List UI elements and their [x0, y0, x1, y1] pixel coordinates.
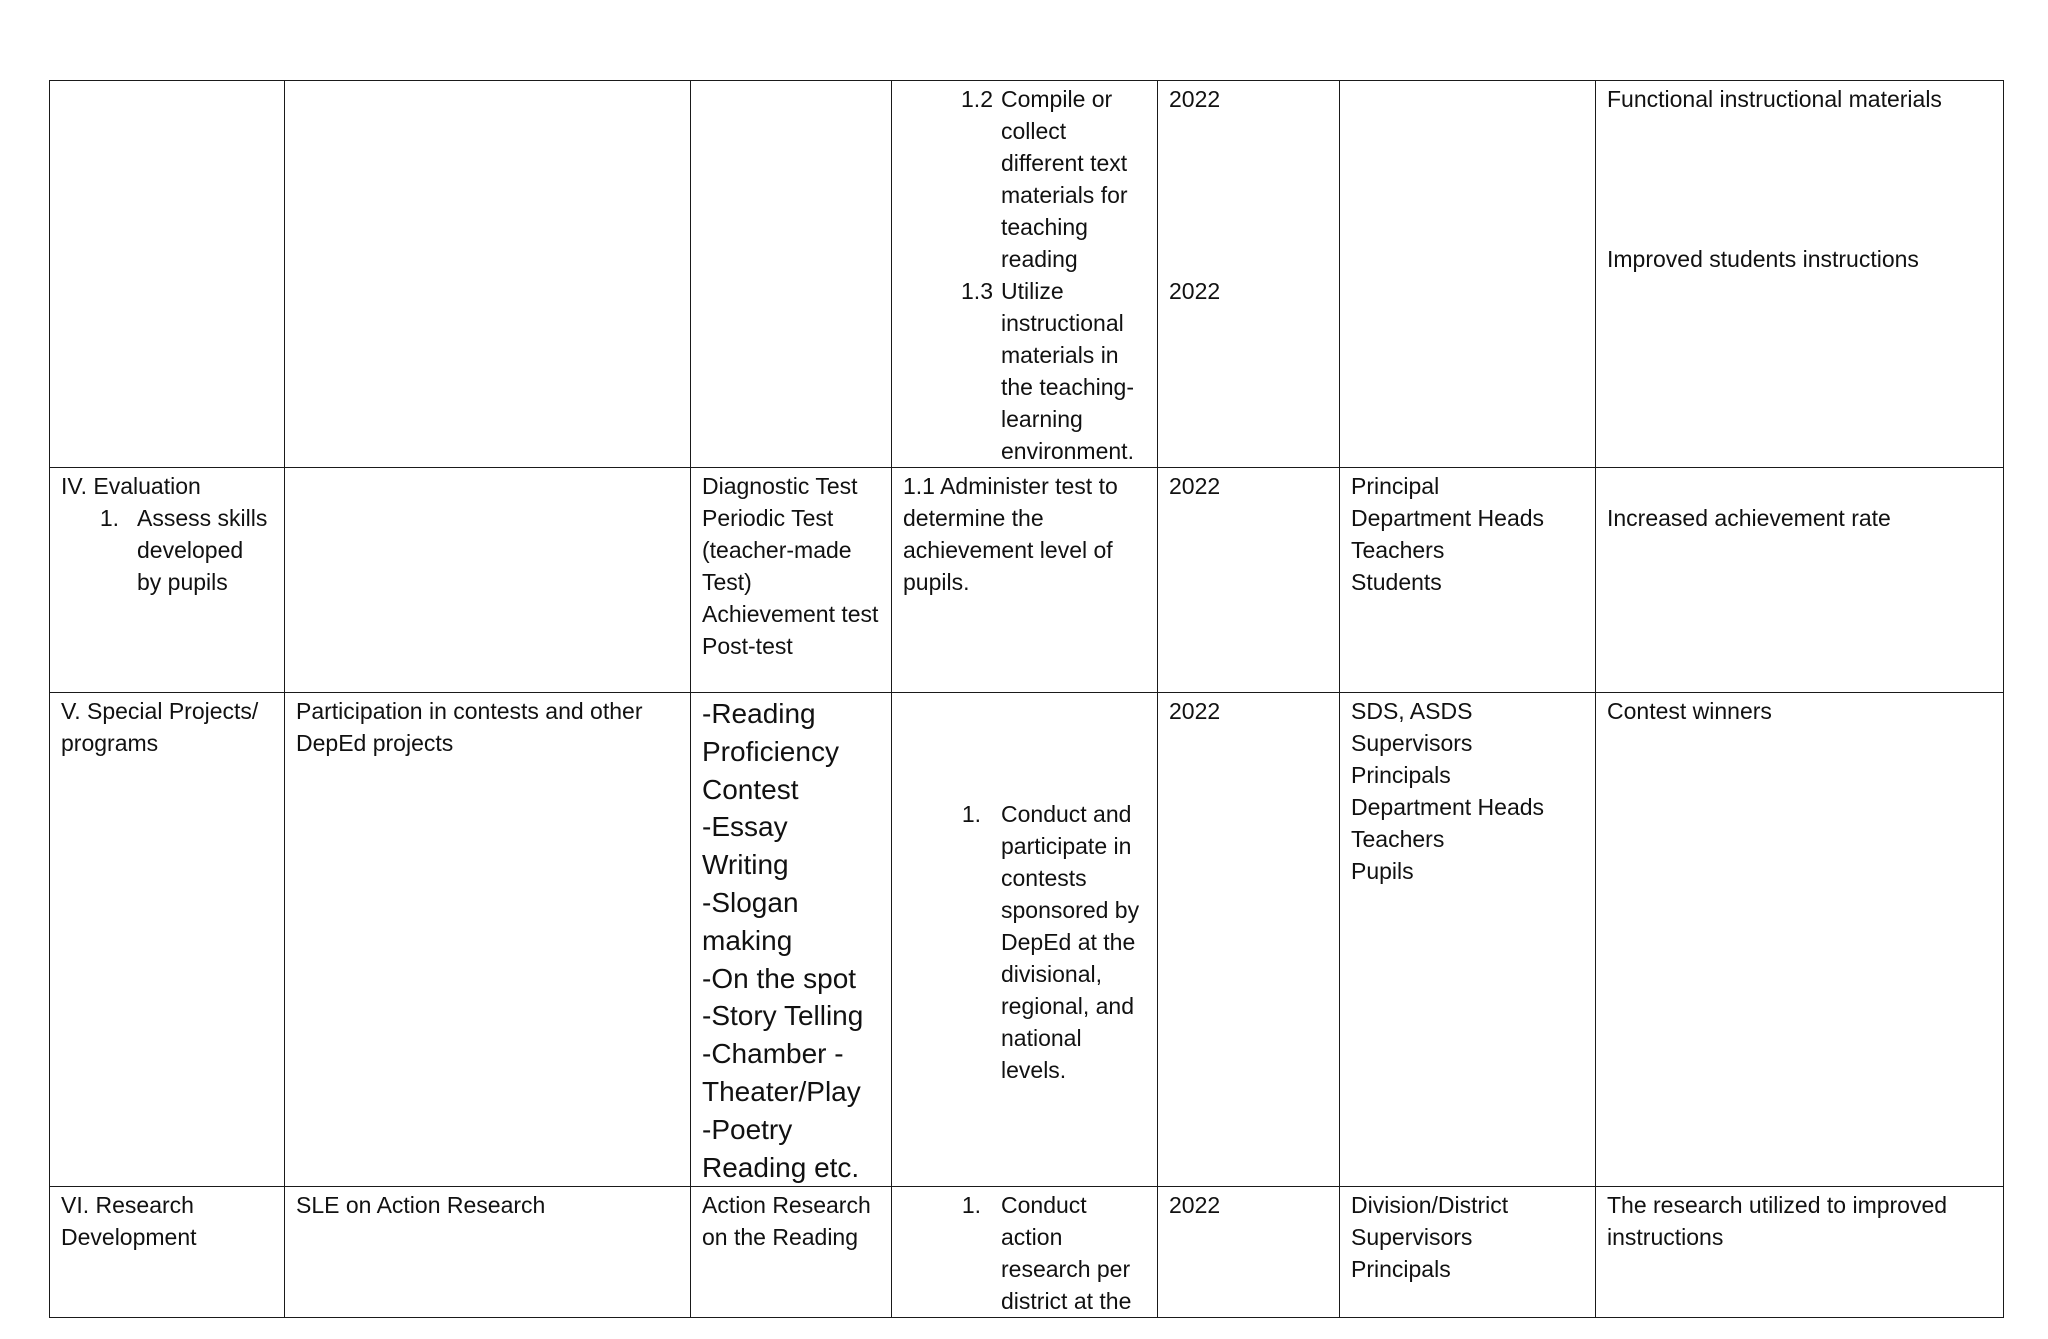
time-frame-cell	[1158, 1187, 1340, 1318]
strategy-item: -Essay Writing	[702, 811, 789, 881]
activities-cell	[892, 1187, 1158, 1318]
activity-number: 1.2	[961, 86, 993, 112]
person-item: Pupils	[1351, 858, 1414, 884]
plan-table	[49, 80, 2004, 1318]
objective-cell	[285, 1187, 691, 1318]
activities-cell	[892, 81, 1158, 468]
strategy-item: Periodic Test (teacher-made Test)	[702, 505, 852, 595]
persons-cell	[1340, 693, 1596, 1187]
person-item: Teachers	[1351, 826, 1445, 852]
person-item: Students	[1351, 569, 1442, 595]
objective-number: 1.	[99, 505, 119, 531]
activity-text: Compile or collect different text materials for teaching reading	[1001, 86, 1128, 272]
objective-cell	[285, 81, 691, 468]
table-row	[50, 693, 2004, 1187]
area-title: IV. Evaluation	[61, 473, 201, 499]
person-item: Department Heads	[1351, 794, 1545, 820]
strategy-item: -Chamber - Theater/Play	[702, 1038, 861, 1107]
objective-cell	[285, 693, 691, 1187]
person-item: Department Heads	[1351, 505, 1545, 531]
time-frame-cell	[1158, 81, 1340, 468]
time-frame-cell	[1158, 468, 1340, 693]
activity-number: 1.3	[961, 278, 993, 304]
time-frame: 2022	[1169, 86, 1221, 112]
person-item: Principals	[1351, 762, 1451, 788]
outcome-cell	[1596, 693, 2004, 1187]
activity-number: 1.	[961, 801, 981, 827]
person-item: Division/District	[1351, 1192, 1509, 1219]
activity-item	[941, 798, 1146, 1086]
objective-text: Assess skills developed by pupils	[137, 505, 268, 595]
activity-text: Utilize instructional materials in the teaching-learning environment.	[1001, 278, 1134, 464]
outcome-cell	[1596, 468, 2004, 693]
activity-text: 1.1 Administer test to determine the achievement level of pupils.	[903, 473, 1118, 595]
outcome-cell	[1596, 81, 2004, 468]
outcome-text: Increased achievement rate	[1607, 505, 1891, 531]
strategy-item: Achievement test	[702, 601, 879, 627]
activity-text: Conduct action research per district at the	[1001, 1192, 1132, 1315]
strategy-item: -Story Telling	[702, 1000, 864, 1032]
strategies-cell	[691, 693, 892, 1187]
strategies-cell	[691, 1187, 892, 1318]
activity-item	[941, 1189, 1146, 1317]
outcome-text: Contest winners	[1607, 698, 1772, 724]
objective-text: SLE on Action Research	[296, 1192, 546, 1219]
activities-cell	[892, 468, 1158, 693]
strategy-item: -Poetry Reading etc.	[702, 1113, 860, 1183]
person-item: SDS, ASDS	[1351, 698, 1473, 724]
area-cell	[50, 468, 285, 693]
persons-cell	[1340, 81, 1596, 468]
objective-text: Participation in contests and other DepEd projects	[296, 698, 643, 756]
strategy-item: Post-test	[702, 633, 793, 659]
strategies-cell	[691, 468, 892, 693]
strategy-item: Action Research on the Reading	[702, 1192, 871, 1251]
objective-item	[61, 502, 273, 598]
outcome-text: Improved students instructions	[1607, 246, 1919, 272]
area-cell	[50, 693, 285, 1187]
outcome-text: The research utilized to improved instructions	[1607, 1192, 1948, 1251]
outcome-text: Functional instructional materials	[1607, 86, 1942, 112]
area-title: V. Special Projects/ programs	[61, 698, 259, 756]
activity-number: 1.	[961, 1192, 981, 1219]
time-frame: 2022	[1169, 1192, 1221, 1219]
time-frame-cell	[1158, 693, 1340, 1187]
activities-cell	[892, 693, 1158, 1187]
area-cell	[50, 81, 285, 468]
person-item: Supervisors	[1351, 1224, 1473, 1251]
strategy-item: -On the spot	[702, 962, 857, 994]
area-title: VI. Research Development	[61, 1192, 197, 1251]
table-row	[50, 468, 2004, 693]
strategy-item: -Reading Proficiency Contest	[702, 698, 839, 805]
time-frame: 2022	[1169, 698, 1221, 724]
table-row	[50, 81, 2004, 468]
table-row	[50, 1187, 2004, 1318]
time-frame: 2022	[1169, 278, 1221, 304]
area-cell	[50, 1187, 285, 1318]
outcome-cell	[1596, 1187, 2004, 1318]
activity-text: Conduct and participate in contests sponsored by DepEd at the divisional, regional, and national levels.	[1001, 801, 1140, 1083]
activity-item	[941, 83, 1146, 275]
objective-cell	[285, 468, 691, 693]
activity-item	[941, 275, 1146, 467]
persons-cell	[1340, 468, 1596, 693]
time-frame: 2022	[1169, 473, 1221, 499]
person-item: Principal	[1351, 473, 1440, 499]
person-item: Teachers	[1351, 537, 1445, 563]
strategies-cell	[691, 81, 892, 468]
person-item: Supervisors	[1351, 730, 1473, 756]
person-item: Principals	[1351, 1256, 1451, 1283]
strategy-item: -Slogan making	[702, 886, 799, 956]
strategy-item: Diagnostic Test	[702, 473, 858, 499]
persons-cell	[1340, 1187, 1596, 1318]
